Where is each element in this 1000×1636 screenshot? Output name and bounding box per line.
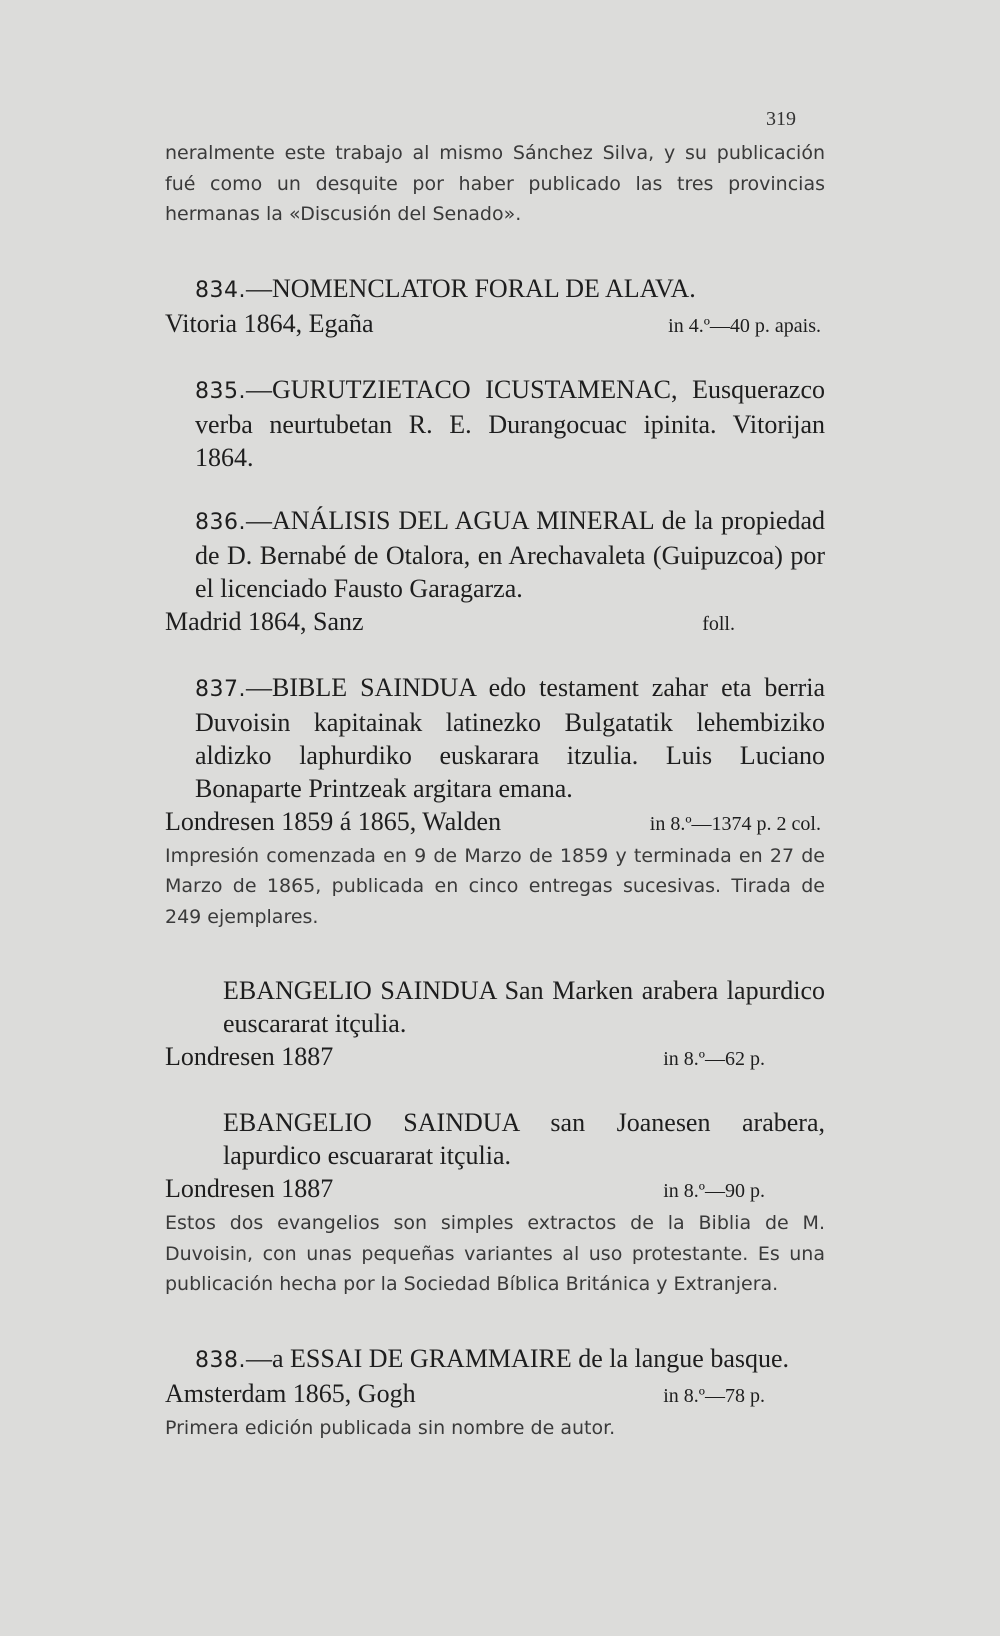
entry-title-text: —NOMENCLATOR FORAL DE ALAVA. [245,273,696,303]
entry-title [165,272,825,307]
entry-imprint-line [165,1172,825,1208]
entry-title-text: EBANGELIO SAINDUA san Joanesen arabera, lapurdico escuararat itçulia. [223,1108,825,1170]
entry-title-text: —ANÁLISIS DEL AGUA MINERAL de la propiedad de D. Bernabé de Otalora, en Arechavaleta (Guipuzcoa) por el licenciado Fausto Garagarza. [195,505,825,603]
entry-837 [165,671,825,933]
entry-title-text: —BIBLE SAINDUA edo testament zahar eta berria Duvoisin kapitainak latinezko Bulgatatik lehembiziko aldizko laphurdiko euskarara itzulia. Luis Luciano Bonaparte Printzeak argitara emana. [195,672,825,803]
entry-title [165,504,825,605]
entry-ebangelio-marken [165,974,825,1076]
entry-number: 836. [195,509,246,535]
entry-imprint: Londresen 1859 á 1865, Walden [165,806,502,836]
entry-imprint: Londresen 1887 [165,1174,334,1203]
entry-ebangelio-joanes [165,1106,825,1300]
entry-imprint-line [165,1040,825,1076]
entry-imprint-line [165,1377,825,1413]
entry-836 [165,504,825,641]
entry-title [165,373,825,474]
entry-title [165,974,825,1040]
entry-imprint-info: in 8.º—62 p. [663,1048,765,1070]
entry-imprint-info: in 8.º—1374 p. 2 col. [649,812,821,835]
entry-834 [165,272,825,343]
entry-imprint-info: in 8.º—90 p. [663,1180,765,1202]
entry-imprint-line [165,307,825,343]
entry-835 [165,373,825,474]
entry-title-text: —a ESSAI DE GRAMMAIRE de la langue basque. [245,1343,790,1373]
entry-number: 838. [195,1347,246,1373]
entry-imprint-info: foll. [702,612,735,635]
entry-note: Estos dos evangelios son simples extractos de la Biblia de M. Duvoisin, con unas pequeñas variantes al uso protestante. Es una publicación hecha por la Sociedad Bíblica Británica y Extranjera. [165,1212,825,1295]
entry-title [165,1342,825,1377]
entry-imprint: Vitoria 1864, Egaña [165,308,374,338]
entry-title [165,671,825,805]
entry-imprint-line [165,605,825,641]
entry-imprint-line [165,805,825,841]
intro-note: neralmente este trabajo al mismo Sánchez Silva, y su publicación fué como un desquite por haber publicado las tres provincias hermanas la «Discusión del Senado». [165,142,825,225]
entry-number: 835. [195,378,246,404]
entry-imprint: Londresen 1887 [165,1042,334,1071]
page-content [165,138,825,1443]
entry-note: Primera edición publicada sin nombre de autor. [165,1416,616,1439]
entry-title-text: —GURUTZIETACO ICUSTAMENAC, Eusquerazco verba neurtubetan R. E. Durangocuac ipinita. Vitorijan 1864. [195,374,825,472]
entry-imprint: Amsterdam 1865, Gogh [165,1378,416,1408]
entry-838 [165,1342,825,1444]
entry-imprint-info: in 4.º—40 p. apais. [668,314,821,337]
entry-imprint-info: in 8.º—78 p. [663,1384,765,1407]
page-number: 319 [766,108,796,130]
entry-number: 834. [195,277,246,303]
entry-imprint: Madrid 1864, Sanz [165,606,364,636]
entry-title-text: EBANGELIO SAINDUA San Marken arabera lapurdico euscararat itçulia. [223,976,825,1038]
entry-note: Impresión comenzada en 9 de Marzo de 1859 y terminada en 27 de Marzo de 1865, publicada en cinco entregas sucesivas. Tirada de 249 ejemplares. [165,844,825,928]
entry-title [165,1106,825,1172]
entry-number: 837. [195,676,246,702]
